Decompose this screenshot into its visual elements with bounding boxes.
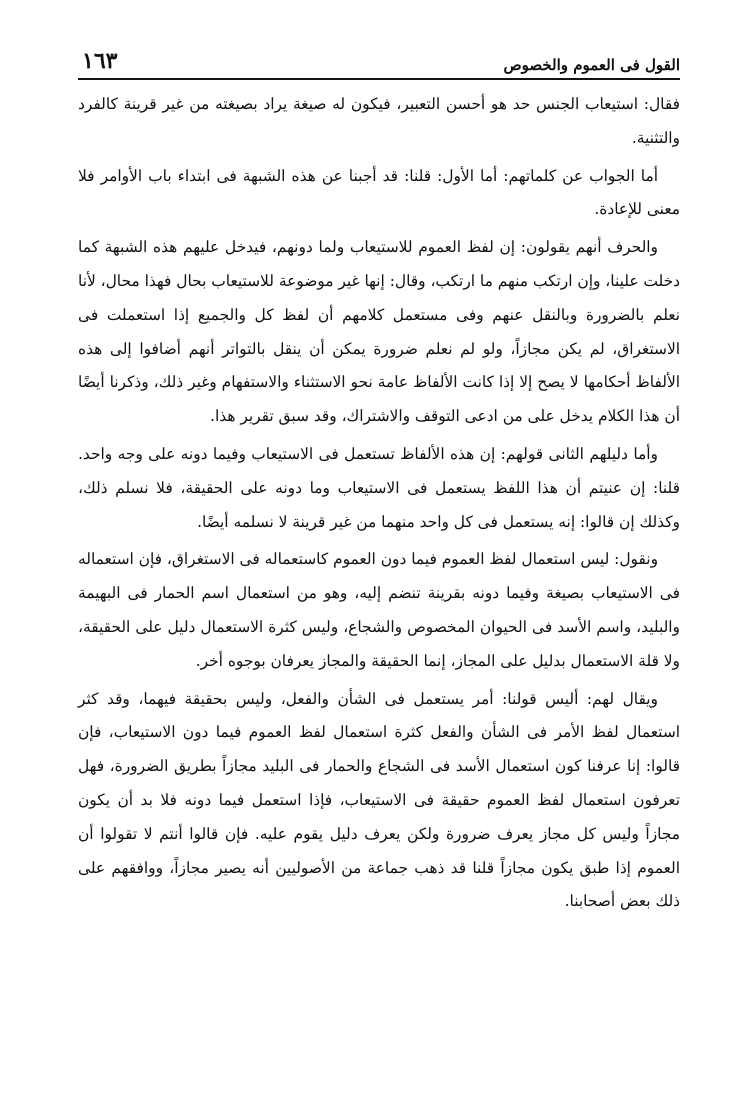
running-header-title: القول فى العموم والخصوص <box>503 56 680 74</box>
paragraph-4: وأما دليلهم الثانى قولهم: إن هذه الألفاظ تستعمل فى الاستيعاب وفيما دونه على وجه واحد. قلنا: إن عنيتم أن هذا اللفظ يستعمل فى الاستيعاب وما دونه على الحقيقة، فلا نسلم ذلك، وكذلك إن قالوا: إنه يستعمل فى كل واحد منهما من غير قرينة لا نسلمه أيضًا. <box>78 444 680 531</box>
paragraph-6: ويقال لهم: أليس قولنا: أمر يستعمل فى الشأن والفعل، وليس بحقيقة فيهما، وقد كثر استعمال لفظ الأمر فى الشأن والفعل كثرة استعمال لفظ العموم فيما دون الاستيعاب، فإن قالوا: إنا عرفنا كون استعمال الأسد فى الشجاع والحمار فى البليد مجازاً بطريق الضرورة، فهل تعرفون استعمال لفظ العموم حقيقة فى الاستيعاب، فإذا استعمل فيما دونه فلا بد أن يكون مجازاً وليس كل مجاز يعرف ضرورة ولكن يعرف دليل يقوم عليه. فإن قالوا أنتم لا تقولوا أن العموم إذا طبق يكون مجازاً قلنا قد ذهب جماعة من الأصوليين أنه يصير مجازاً، ووافقهم على ذلك بعض أصحابنا. <box>78 689 680 911</box>
page-number: ١٦٣ <box>82 48 118 74</box>
paragraph-5: ونقول: ليس استعمال لفظ العموم فيما دون العموم كاستعماله فى الاستغراق، فإن استعماله فى الاستيعاب بصيغة وفيما دونه بقرينة تنضم إليه، وهو من استعمال اسم الحمار فى البهيمة والبليد، واسم الأسد فى الحيوان المخصوص والشجاع، وليس كثرة الاستعمال دليل على الحقيقة، ولا قلة الاستعمال بدليل على المجاز، إنما الحقيقة والمجاز يعرفان بوجوه أخر. <box>78 550 680 670</box>
paragraph-2: أما الجواب عن كلماتهم: أما الأول: قلنا: قد أجبنا عن هذه الشبهة فى ابتداء باب الأوامر فلا معنى للإعادة. <box>78 166 680 219</box>
body-text <box>78 88 680 923</box>
running-header <box>78 46 680 80</box>
paragraph-1: فقال: استيعاب الجنس حد هو أحسن التعبير، فيكون له صيغة يراد بصيغته من غير قرينة كالفرد والتثنية. <box>78 95 680 147</box>
paragraph-3: والحرف أنهم يقولون: إن لفظ العموم للاستيعاب ولما دونهم، فيدخل عليهم هذه الشبهة كما دخلت علينا، وإن ارتكب منهم ما ارتكب، وقال: إنها غير موضوعة للاستيعاب بحال فهذا محال، لأنا نعلم بالضرورة وبالنقل عنهم وفى مستعمل كلامهم أن لفظ كل والجميع إذا استعملت فى الاستغراق، لم يكن مجازاً، ولو لم نعلم ضرورة يمكن أن ينقل بالتواتر أنهم أضافوا إلى هذه الألفاظ أحكامها لا يصح إلا إذا كانت الألفاظ عامة نحو الاستثناء والاستفهام وغير ذلك، وذكرنا أيضًا أن هذا الكلام يدخل على من ادعى التوقف والاشتراك، وقد سبق تقرير هذا. <box>78 238 680 426</box>
